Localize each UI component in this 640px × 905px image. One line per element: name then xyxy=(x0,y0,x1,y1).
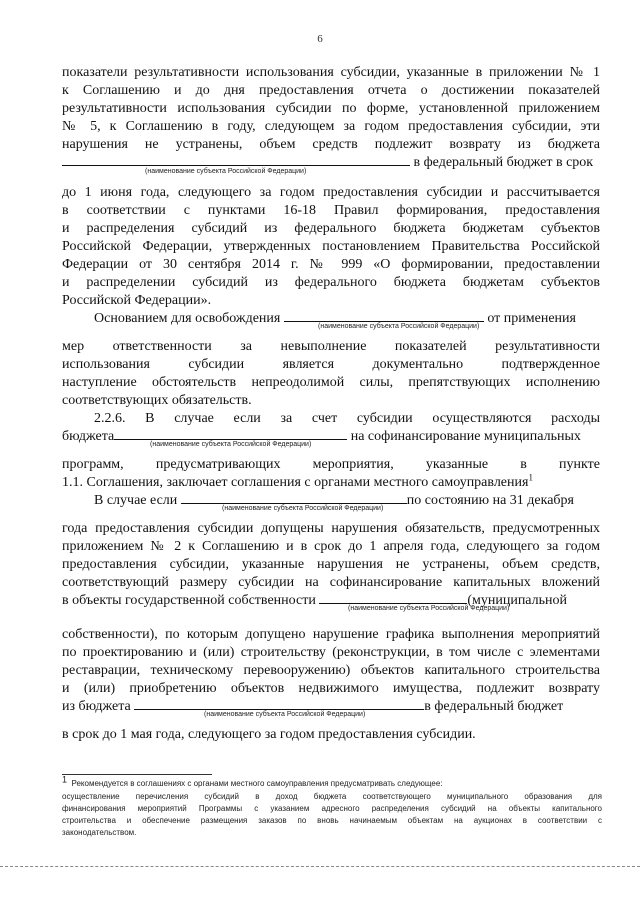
text-line: до 1 июня года, следующего за годом предоставления субсидии и рассчитывается xyxy=(62,185,600,200)
fill-in-blank xyxy=(62,164,410,166)
page-number: 6 xyxy=(317,33,323,45)
text-line: Российской Федерации, утвержденных постановлением Правительства Российской xyxy=(62,239,600,254)
text-line-with-blank xyxy=(62,154,600,171)
text-fragment: бюджета xyxy=(62,429,115,444)
text-line: соответствующий размеру субсидии на софинансирование капитальных вложений xyxy=(62,575,600,590)
blank-caption: (наименование субъекта Российской Федерации) xyxy=(145,168,307,175)
text-line-with-blank xyxy=(62,428,600,445)
footnote-mark: 1 xyxy=(62,774,68,785)
text-line: 2.2.6. В случае если за счет субсидии осуществляются расходы xyxy=(94,411,600,426)
text-line: и распределения субсидий из федерального бюджета бюджетам субъектов xyxy=(62,221,600,236)
text-line xyxy=(62,474,600,491)
text-fragment: Основанием для освобождения xyxy=(94,311,281,326)
text-fragment: из бюджета xyxy=(62,699,131,714)
footnote-separator xyxy=(62,774,212,775)
text-line: результативности использования субсидии по форме, установленной приложением xyxy=(62,101,600,116)
blank-caption: (наименование субъекта Российской Федерации) xyxy=(222,505,384,512)
text-fragment: на софинансирование муниципальных xyxy=(350,429,581,444)
text-line: № 5, к Соглашению в году, следующем за годом предоставления субсидии, эти xyxy=(62,119,600,134)
text-line: приложением № 2 к Соглашению и в срок до 1 апреля года, следующего за годом xyxy=(62,539,600,554)
footnote-line xyxy=(62,774,602,790)
footnote-reference: 1 xyxy=(528,472,533,483)
text-line: по проектированию и (или) строительству (реконструкции, в том числе с элементами xyxy=(62,645,600,660)
text-line: наступление обстоятельств непреодолимой силы, препятствующих исполнению xyxy=(62,375,600,390)
text-line: нарушения не устранены, объем средств подлежит возврату из бюджета xyxy=(62,137,600,152)
text-line: программ, предусматривающих мероприятия, указанные в пункте xyxy=(62,457,600,472)
text-line: реставрации, техническому перевооружению) объектов капитального строительства xyxy=(62,663,600,678)
text-line: предоставления субсидии, указанные нарушения не устранены, объем средств, xyxy=(62,557,600,572)
text-line: собственности), по которым допущено нарушение графика выполнения мероприятий xyxy=(62,627,600,642)
text-fragment: 1.1. Соглашения, заключает соглашения с органами местного самоуправления xyxy=(62,475,529,490)
text-fragment: в федеральный бюджет xyxy=(424,699,564,714)
text-fragment: Рекомендуется в соглашениях с органами местного самоуправления предусматривать следующее: xyxy=(71,779,443,788)
text-fragment: В случае если xyxy=(94,493,178,508)
text-line: года предоставления субсидии допущены нарушения обязательств, предусмотренных xyxy=(62,521,600,536)
blank-caption: (наименование субъекта Российской Федерации) xyxy=(204,711,366,718)
text-line-with-blank xyxy=(62,592,600,609)
text-fragment: по состоянию на 31 декабря xyxy=(406,493,574,508)
text-line: и (или) приобретению объектов недвижимого имущества, подлежит возврату xyxy=(62,681,600,696)
text-fragment: в федеральный бюджет в срок xyxy=(413,155,594,170)
text-line: в срок до 1 мая года, следующего за годом предоставления субсидии. xyxy=(62,727,476,742)
scan-edge-line xyxy=(0,866,640,867)
blank-caption: (наименование субъекта Российской Федерации) xyxy=(150,441,312,448)
text-line: к Соглашению и до дня предоставления отчета о достижении показателей xyxy=(62,83,600,98)
text-line: и распределении субсидий из федерального бюджета бюджетам субъектов xyxy=(62,275,600,290)
text-fragment: (муниципальной xyxy=(467,593,568,608)
footnote-line: осуществление перечисления субсидий в доход бюджета соответствующего муниципального образования для xyxy=(62,792,602,801)
footnote-line: финансирования мероприятий Программы с указанием адресного распределения субсидий на объекты капитального xyxy=(62,804,602,813)
text-line: Российской Федерации». xyxy=(62,293,212,308)
text-line: соответствующих обязательств. xyxy=(62,393,252,408)
text-line: показатели результативности использования субсидии, указанные в приложении № 1 xyxy=(62,65,600,80)
text-line: в соответствии с пунктами 16-18 Правил формирования, предоставления xyxy=(62,203,600,218)
footnote-line: строительства и обеспечение размещения заказов по вновь начинаемым объектам на аукционах в соответствии с xyxy=(62,816,602,825)
text-line: использования субсидии является документально подтвержденное xyxy=(62,357,600,372)
text-fragment: от применения xyxy=(487,311,576,326)
text-line: мер ответственности за невыполнение показателей результативности xyxy=(62,339,600,354)
footnote-line: законодательством. xyxy=(62,828,137,837)
text-fragment: в объекты государственной собственности xyxy=(62,593,316,608)
text-line: Федерации от 30 сентября 2014 г. № 999 «О формировании, предоставлении xyxy=(62,257,600,272)
blank-caption: (наименование субъекта Российской Федерации) xyxy=(318,323,480,330)
blank-caption: (наименование субъекта Российской Федерации) xyxy=(348,605,510,612)
